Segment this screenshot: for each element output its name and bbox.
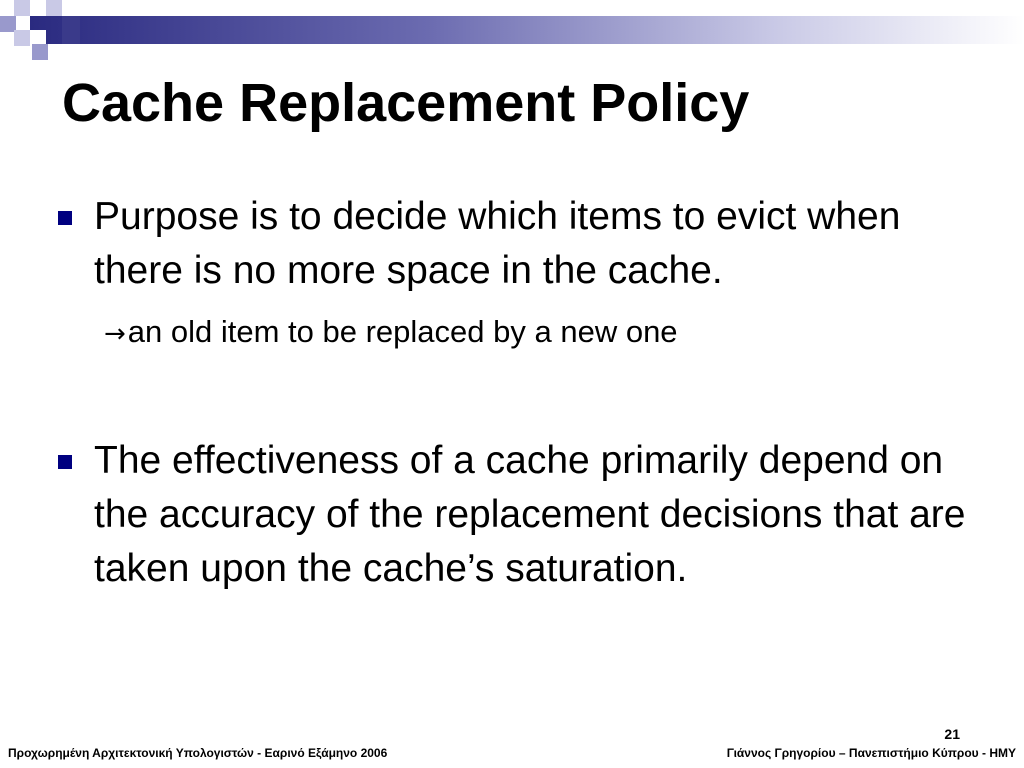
sub-bullet-text: an old item to be replaced by a new one <box>127 314 678 349</box>
deco-square <box>16 16 30 30</box>
footer-author: Γιάννος Γρηγορίου – Πανεπιστήμιο Κύπρου - ΗΜΥ <box>726 746 1016 760</box>
deco-square <box>46 0 62 16</box>
arrow-right-icon: → <box>104 319 126 349</box>
deco-square <box>14 0 30 16</box>
deco-square <box>32 44 48 60</box>
bullet-text: Purpose is to decide which items to evict when there is no more space in the cache. <box>94 195 901 292</box>
page-number: 21 <box>944 726 960 742</box>
deco-square <box>30 30 46 44</box>
deco-square <box>62 16 80 44</box>
deco-square <box>30 0 46 16</box>
decorative-squares <box>0 0 80 62</box>
slide-title: Cache Replacement Policy <box>62 73 750 133</box>
footer-course-title: Προχωρημένη Αρχιτεκτονική Υπολογιστών - Εαρινό Εξάμηνο 2006 <box>8 746 388 760</box>
bullet-text: The effectiveness of a cache primarily depend on the accuracy of the replacement decisions that are taken upon the cache’s saturation. <box>94 439 966 590</box>
header-decoration <box>0 0 1024 62</box>
sub-bullet <box>104 312 678 354</box>
header-gradient-bar <box>30 16 1024 44</box>
bullet-square-icon <box>58 211 72 225</box>
bullet-square-icon <box>58 455 72 469</box>
deco-square <box>14 30 30 46</box>
